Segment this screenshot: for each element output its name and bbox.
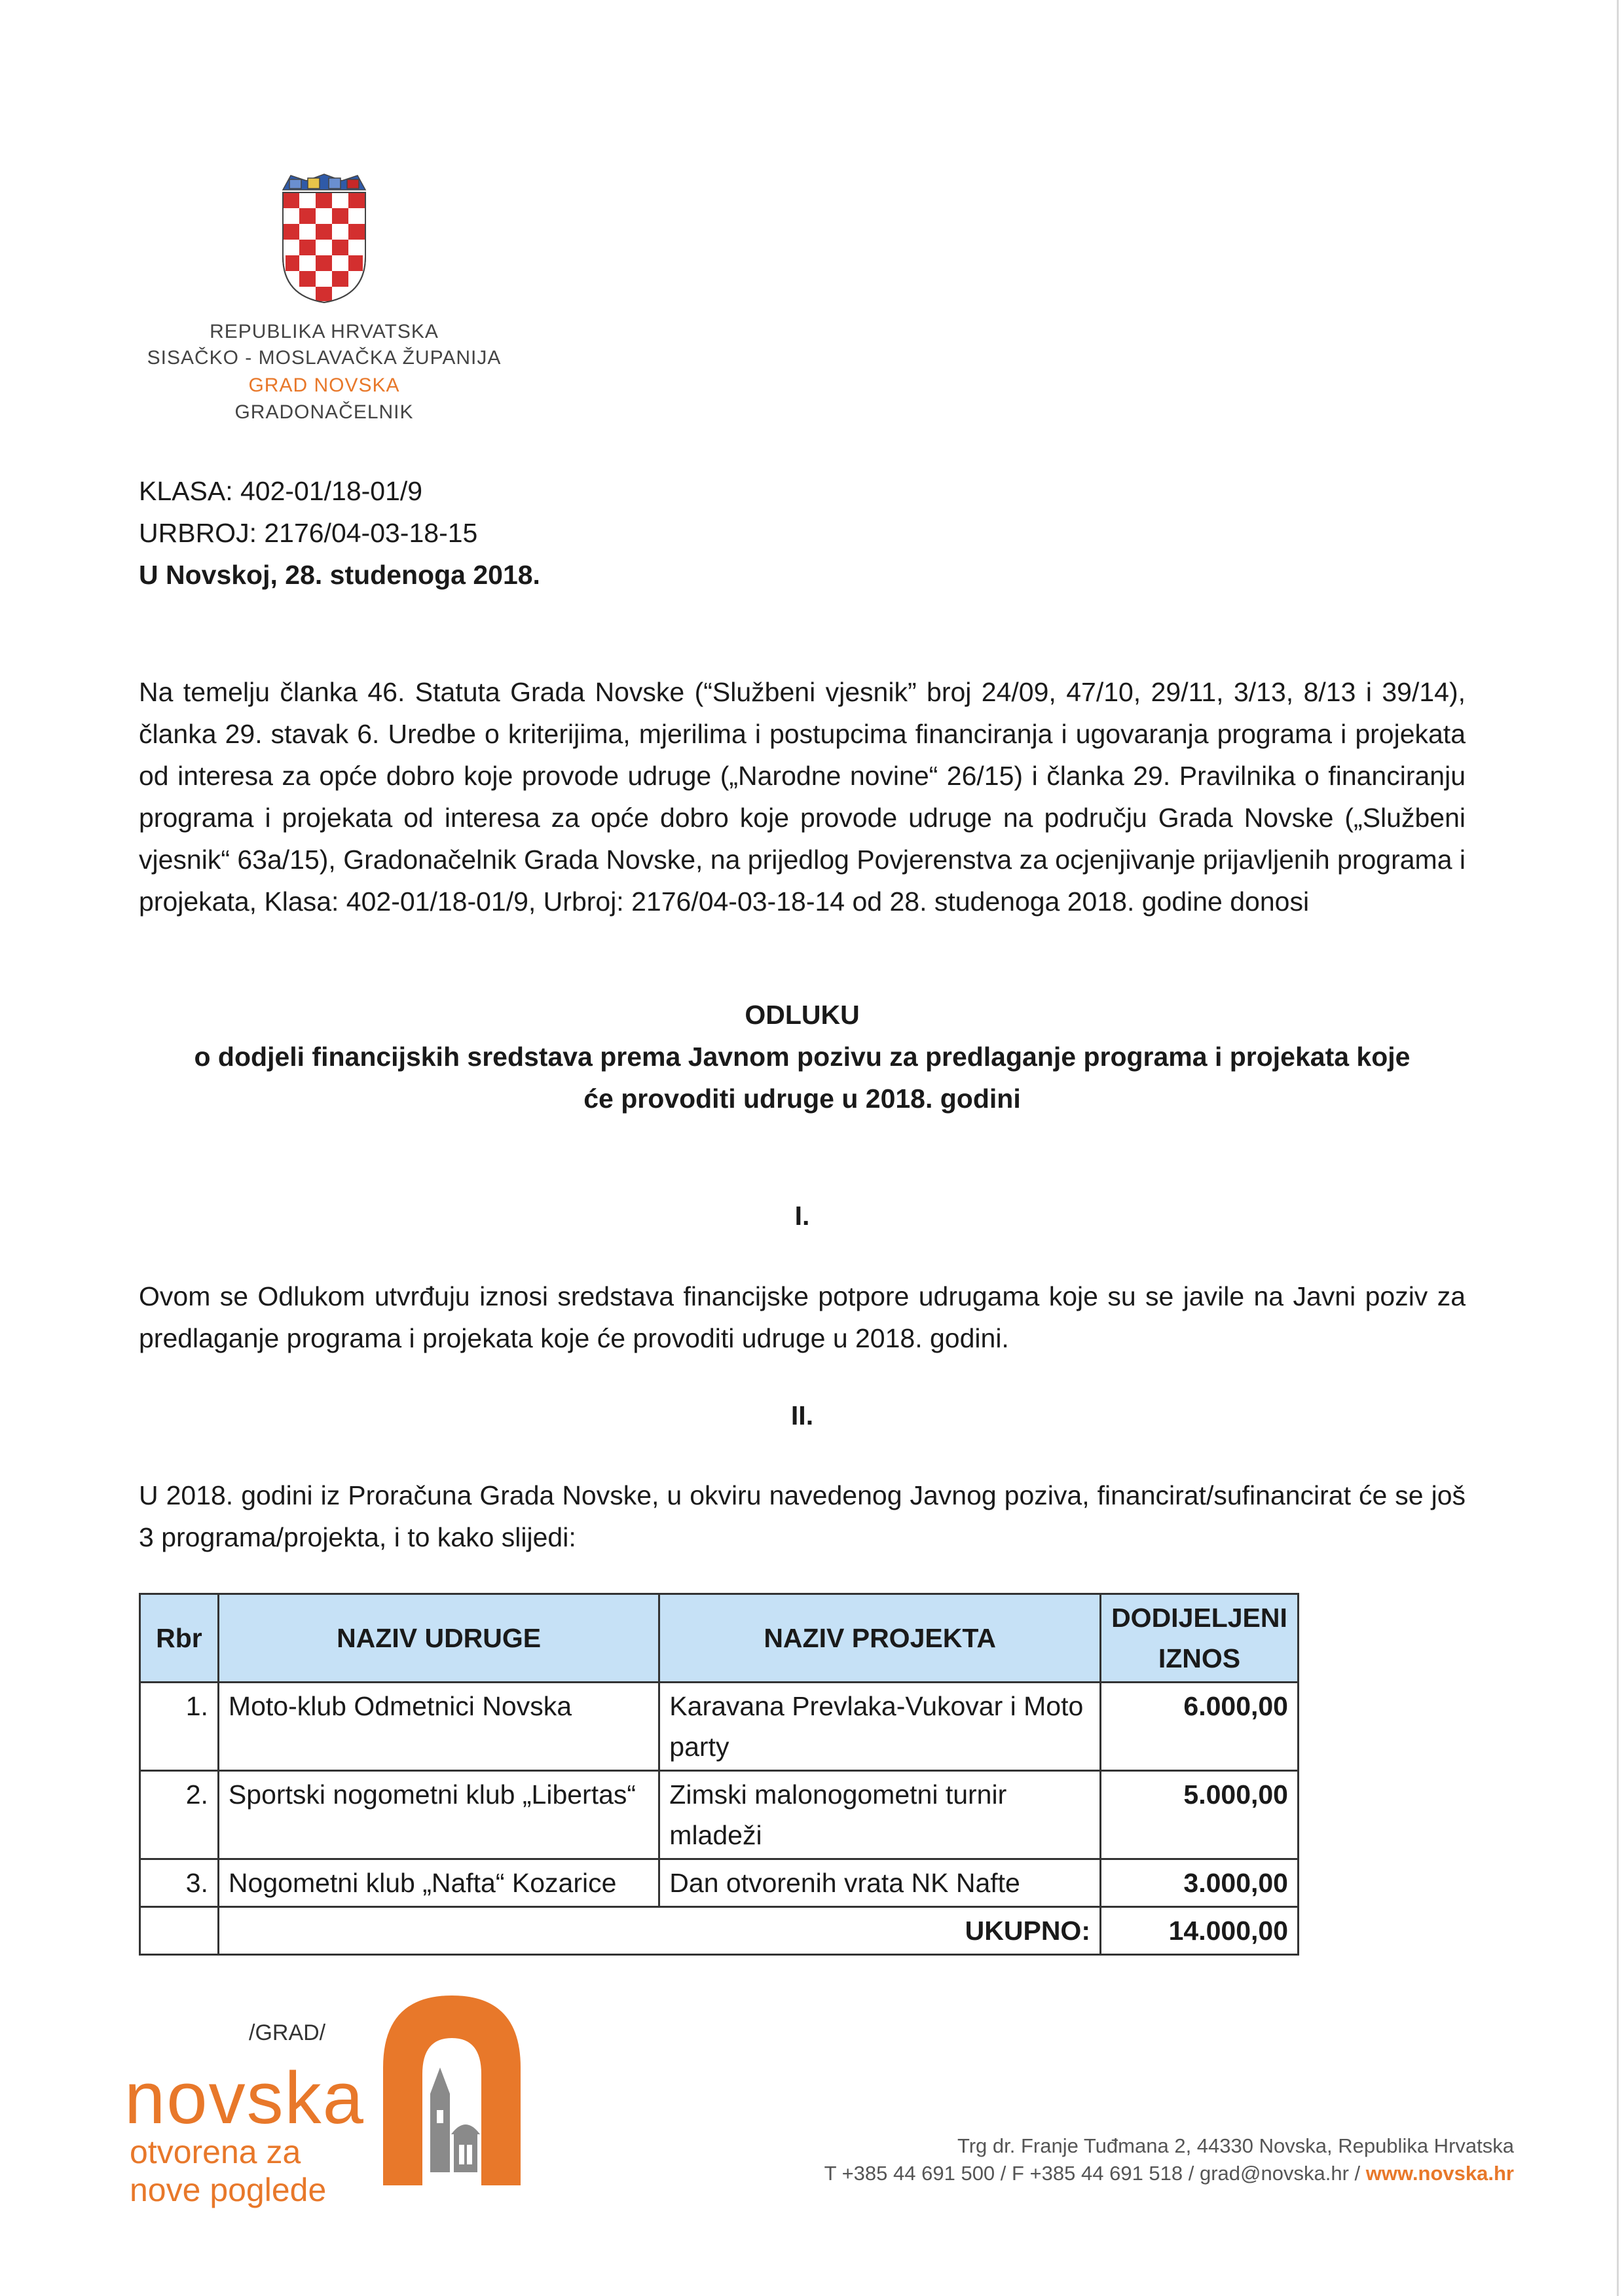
row-number: 3. <box>140 1859 219 1907</box>
header-rbr: Rbr <box>140 1594 219 1683</box>
table-row <box>140 1683 1299 1771</box>
row-number: 1. <box>140 1683 219 1771</box>
header-city: GRAD NOVSKA <box>248 374 400 396</box>
total-empty-cell <box>140 1907 219 1955</box>
header-country: REPUBLIKA HRVATSKA <box>210 321 439 342</box>
section-1-text: Ovom se Odlukom utvrđuju iznosi sredstava financijske potpore udrugama koje su se javile na Javni poziv za predlaganje programa i projekata koje će provoditi udruge u 2018. godini. <box>139 1281 1466 1353</box>
footer-contact-numbers: T +385 44 691 500 / F +385 44 691 518 / grad@novska.hr / <box>824 2162 1366 2185</box>
header-association: NAZIV UDRUGE <box>218 1594 659 1683</box>
urbroj: URBROJ: 2176/04-03-18-15 <box>139 518 478 548</box>
logo-prefix: /GRAD/ <box>249 2020 326 2045</box>
decision-subtitle-1: o dodjeli financijskih sredstava prema Javnom pozivu za predlaganje programa i projekata koje <box>194 1042 1411 1072</box>
footer-address: Trg dr. Franje Tuđmana 2, 44330 Novska, Republika Hrvatska <box>957 2134 1514 2157</box>
header-office: GRADONAČELNIK <box>234 401 414 423</box>
table-header-row <box>140 1594 1299 1683</box>
total-label: UKUPNO: <box>218 1907 1100 1955</box>
coat-of-arms-icon <box>275 172 373 306</box>
table-row <box>140 1859 1299 1907</box>
amount: 5.000,00 <box>1100 1771 1298 1859</box>
project-name: Karavana Prevlaka-Vukovar i Moto party <box>659 1683 1101 1771</box>
klasa: KLASA: 402-01/18-01/9 <box>139 476 423 506</box>
association-name: Moto-klub Odmetnici Novska <box>218 1683 659 1771</box>
header-county: SISAČKO - MOSLAVAČKA ŽUPANIJA <box>147 347 502 369</box>
decision-title: ODLUKU <box>745 1000 860 1030</box>
logo-tagline-2: nove poglede <box>130 2172 327 2208</box>
church-arch-logo-icon <box>383 1995 521 2185</box>
amount: 3.000,00 <box>1100 1859 1298 1907</box>
footer-website-link[interactable]: www.novska.hr <box>1365 2162 1514 2185</box>
section-2-number: II. <box>790 1400 814 1430</box>
page-edge <box>1617 0 1619 2296</box>
logo-tagline-1: otvorena za <box>130 2134 301 2170</box>
row-number: 2. <box>140 1771 219 1859</box>
place-date: U Novskoj, 28. studenoga 2018. <box>139 560 540 590</box>
association-name: Sportski nogometni klub „Libertas“ <box>218 1771 659 1859</box>
header-project: NAZIV PROJEKTA <box>659 1594 1101 1683</box>
decision-subtitle-2: će provoditi udruge u 2018. godini <box>583 1084 1021 1114</box>
section-1-number: I. <box>794 1201 810 1231</box>
table-total-row <box>140 1907 1299 1955</box>
footer-contact <box>824 2162 1514 2185</box>
project-name: Dan otvorenih vrata NK Nafte <box>659 1859 1101 1907</box>
preamble: Na temelju članka 46. Statuta Grada Novske (“Službeni vjesnik” broj 24/09, 47/10, 29/11, 3/13, 8/13 i 39/14), članka 29. stavak 6. Uredbe o kriterijima, mjerilima i postupcima financiranja i ugovaranja programa i projekata od interesa za opće dobro koje provode udruge („Narodne novine“ 26/15) i članka 29. Pravilnika o financiranju programa i projekata od interesa za opće dobro koje provode udruge na području Grada Novske („Službeni vjesnik“ 63a/15), Gradonačelnik Grada Novske, na prijedlog Povjerenstva za ocjenjivanje prijavljenih programa i projekata, Klasa: 402-01/18-01/9, Urbroj: 2176/04-03-18-14 od 28. studenoga 2018. godine donosi <box>139 677 1466 917</box>
allocation-table <box>139 1593 1299 1956</box>
amount: 6.000,00 <box>1100 1683 1298 1771</box>
section-2-text: U 2018. godini iz Proračuna Grada Novske, u okviru navedenog Javnog poziva, financirat/sufinancirat će se još 3 programa/projekta, i to kako slijedi: <box>139 1480 1466 1552</box>
header-amount: DODIJELJENI IZNOS <box>1100 1594 1298 1683</box>
logo-name: novska <box>124 2057 365 2139</box>
total-amount: 14.000,00 <box>1100 1907 1298 1955</box>
project-name: Zimski malonogometni turnir mladeži <box>659 1771 1101 1859</box>
table-row <box>140 1771 1299 1859</box>
association-name: Nogometni klub „Nafta“ Kozarice <box>218 1859 659 1907</box>
